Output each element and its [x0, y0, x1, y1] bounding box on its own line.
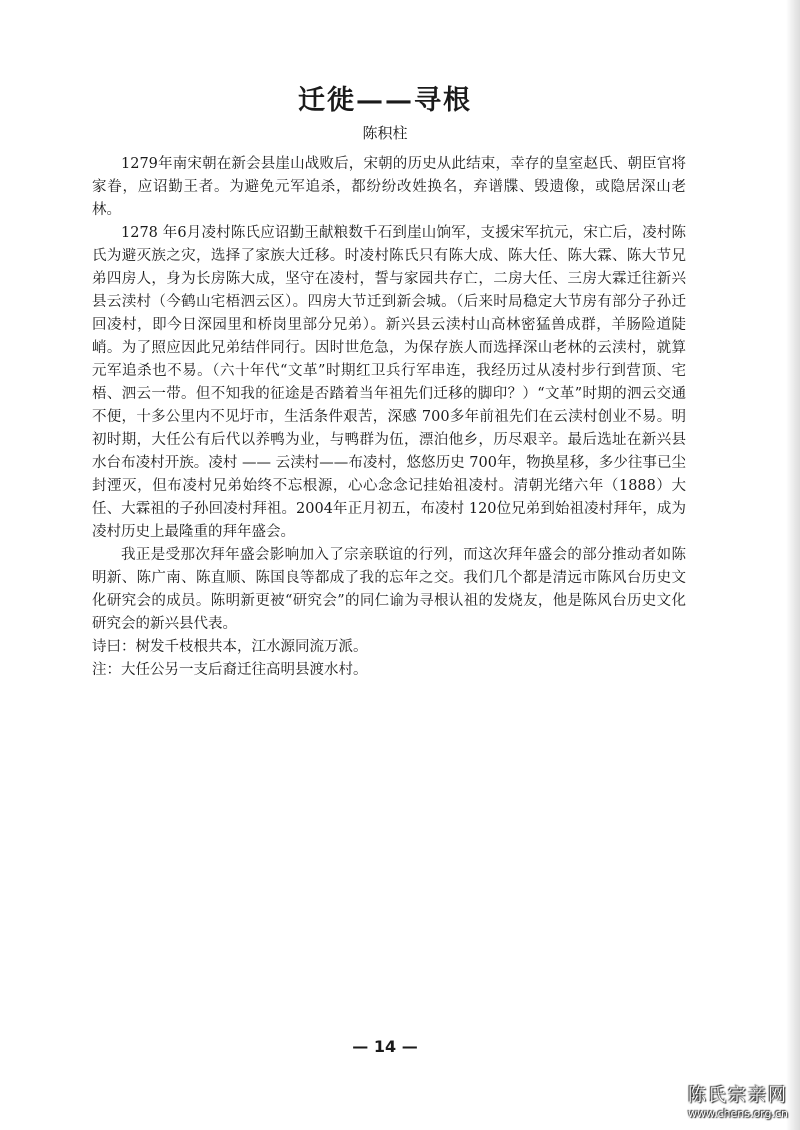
poem-line: 诗曰：树发千枝根共本，江水源同流万派。: [92, 639, 368, 655]
article-title: 迁徙——寻根: [298, 85, 472, 116]
article-author: 陈积柱: [362, 124, 408, 142]
paragraph-1: 1279年南宋朝在新会县崖山战败后，宋朝的历史从此结束，幸存的皇室赵氏、朝臣官将家眷，应诏勤王者。为避免元军追杀，都纷纷改姓换名，弃谱牒、毁遗像，或隐居深山老林。: [92, 156, 686, 218]
page-edge-shadow: [786, 0, 800, 1130]
page-number: — 14 —: [352, 1037, 418, 1056]
note-line: 注：大任公另一支后裔迁往高明县渡水村。: [92, 662, 368, 678]
paragraph-2: 1278 年6月凌村陈氏应诏勤王献粮数千石到崖山饷军，支援宋军抗元，宋亡后，凌村陈氏为避灭族之灾，选择了家族大迁移。时凌村陈氏只有陈大成、陈大任、陈大霖、陈大节兄弟四房人，身为长房陈大成，坚守在凌村，誓与家园共存亡，二房大任、三房大霖迁往新兴县云渎村（今鹤山宅梧泗云区）。四房大节迁到新会城。（后来时局稳定大节房有部分子孙迁回凌村，即今日深园里和桥岗里部分兄弟）。新兴县云渎村山高林密猛兽成群，羊肠险道陡峭。为了照应因此兄弟结伴同行。因时世危急，为保存族人而选择深山老林的云渎村，就算元军追杀也不易。（六十年代“文革”时期红卫兵行军串连，我经历过从凌村步行到营顶、宅梧、泗云一带。但不知我的征途是否踏着当年祖先们迁移的脚印？）“文革”时期的泗云交通不便，十多公里内不见圩市，生活条件艰苦，深感 700多年前祖先们在云渎村创业不易。明初时期，大任公有后代以养鸭为业，与鸭群为伍，漂泊他乡，历尽艰辛。最后选址在新兴县水台布凌村开族。凌村 —— 云渎村——布凌村，悠悠历史 700年，物换星移，多少往事已尘封湮灭，但布凌村兄弟始终不忘根源，心心念念记挂始祖凌村。清朝光绪六年（1888）大任、大霖祖的子孙回凌村拜祖。2004年正月初五，布凌村 120位兄弟到始祖凌村拜年，成为凌村历史上最隆重的拜年盛会。: [92, 225, 686, 540]
watermark-url: www.chens.org.cn: [687, 1107, 789, 1120]
article-body: [92, 153, 686, 682]
watermark-title: 陈氏宗亲网: [688, 1085, 788, 1106]
paragraph-3: 我正是受那次拜年盛会影响加入了宗亲联谊的行列，而这次拜年盛会的部分推动者如陈明新、陈广南、陈直顺、陈国良等都成了我的忘年之交。我们几个都是清远市陈风台历史文化研究会的成员。陈明新更被“研究会”的同仁谕为寻根认祖的发烧友，他是陈风台历史文化研究会的新兴县代表。: [92, 547, 686, 632]
site-watermark: [684, 1081, 792, 1120]
